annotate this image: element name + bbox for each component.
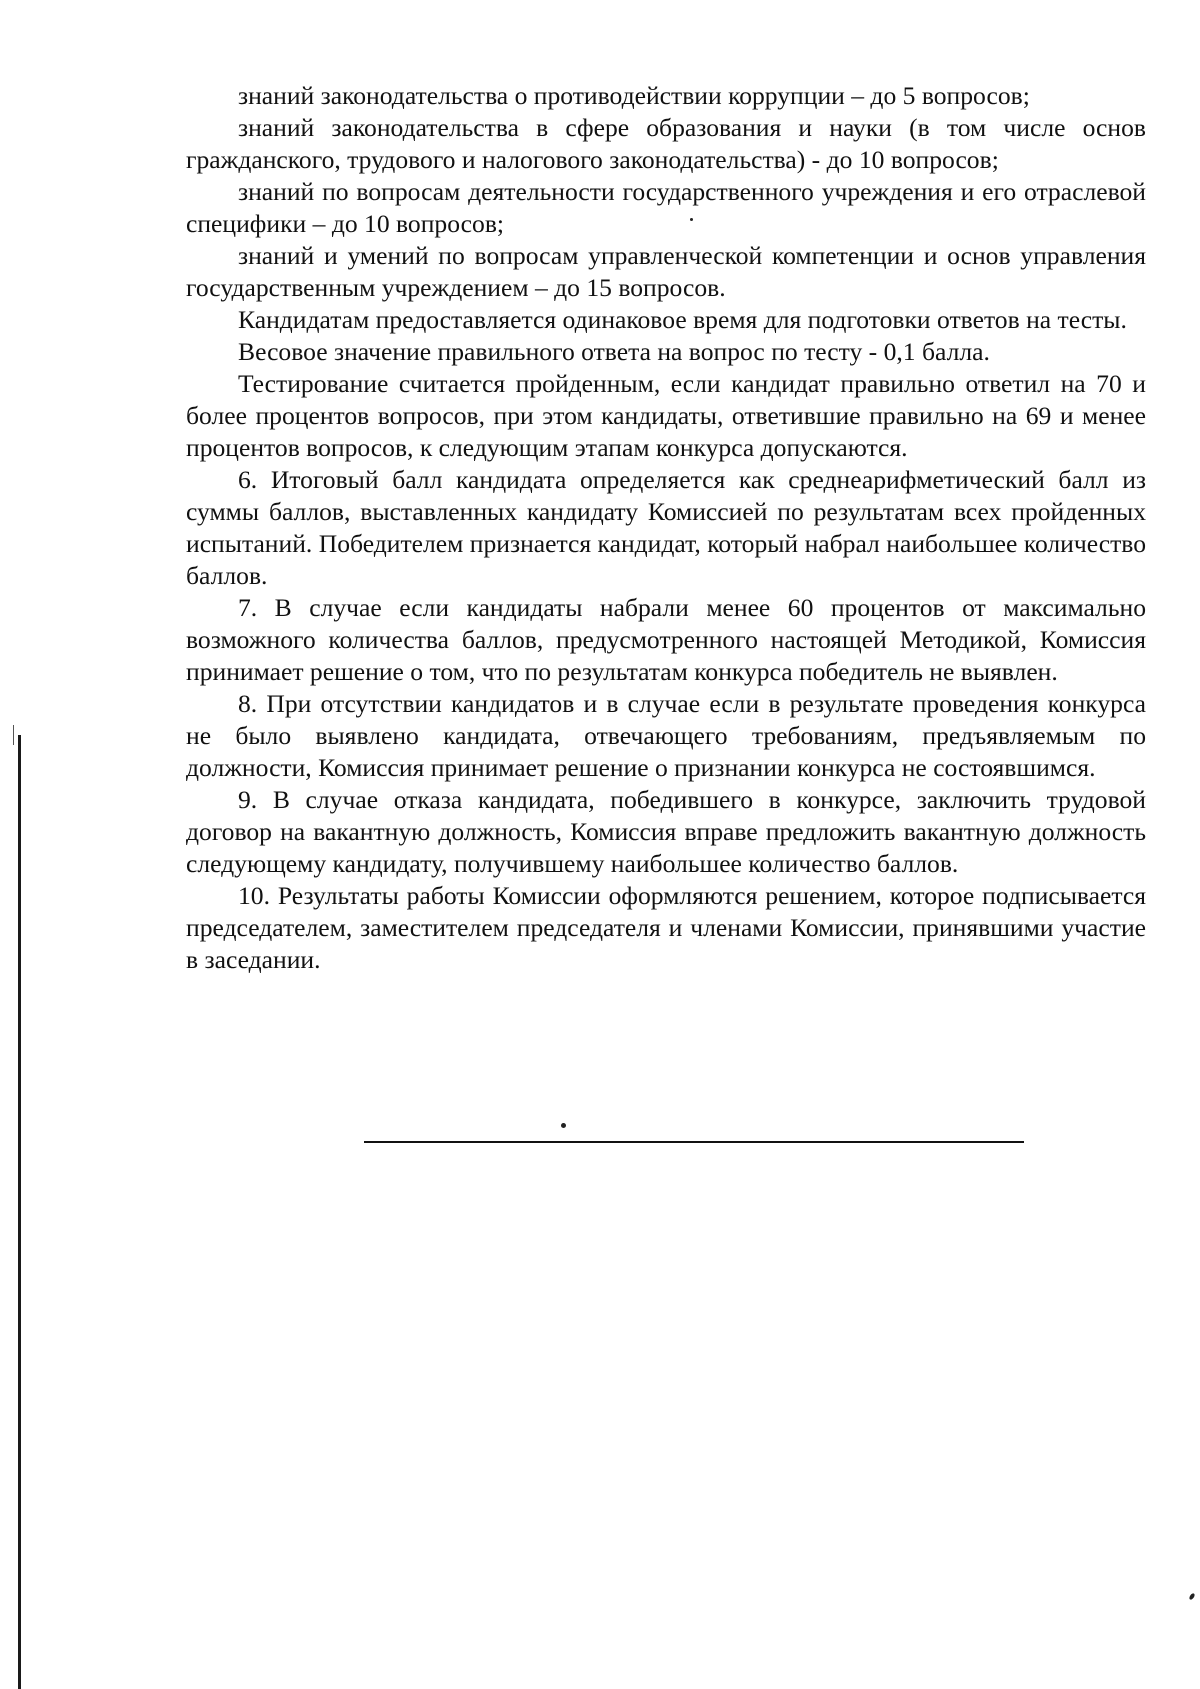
document-body bbox=[186, 80, 1146, 976]
paragraph-management-competence: знаний и умений по вопросам управленческой компетенции и основ управления государственным учреждением – до 15 вопросов. bbox=[186, 241, 1146, 302]
scan-artifact-edge-top bbox=[13, 725, 14, 745]
paragraph-anticorruption-knowledge: знаний законодательства о противодействии коррупции – до 5 вопросов; bbox=[238, 81, 1030, 110]
scan-artifact-left-edge bbox=[18, 735, 21, 1689]
paragraph-answer-weight: Весовое значение правильного ответа на вопрос по тесту - 0,1 балла. bbox=[238, 337, 990, 366]
end-separator-line bbox=[364, 1141, 1024, 1143]
scan-artifact-speck bbox=[690, 218, 693, 221]
paragraph-testing-passed: Тестирование считается пройденным, если кандидат правильно ответил на 70 и более процентов вопросов, при этом кандидаты, ответившие правильно на 69 и менее процентов вопросов, к следующим этапам конкурса допускаются. bbox=[186, 369, 1146, 462]
paragraph-item-7-no-winner: 7. В случае если кандидаты набрали менее 60 процентов от максимально возможного количества баллов, предусмотренного настоящей Методикой, Комиссия принимает решение о том, что по результатам конкурса победитель не выявлен. bbox=[186, 593, 1146, 686]
paragraph-item-9-refusal: 9. В случае отказа кандидата, победившего в конкурсе, заключить трудовой договор на вакантную должность, Комиссия вправе предложить вакантную должность следующему кандидату, получившему наибольшее количество баллов. bbox=[186, 785, 1146, 878]
paragraph-education-law-knowledge: знаний законодательства в сфере образования и науки (в том числе основ гражданского, трудового и налогового законодательства) - до 10 вопросов; bbox=[186, 113, 1146, 174]
paragraph-equal-time: Кандидатам предоставляется одинаковое время для подготовки ответов на тесты. bbox=[238, 305, 1127, 334]
paragraph-item-8-failed-contest: 8. При отсутствии кандидатов и в случае если в результате проведения конкурса не было выявлено кандидата, отвечающего требованиям, предъявляемым по должности, Комиссия принимает решение о признании конкурса не состоявшимся. bbox=[186, 689, 1146, 782]
scan-artifact-dot bbox=[561, 1123, 566, 1128]
scan-artifact-mark bbox=[1188, 1592, 1195, 1600]
paragraph-item-6-final-score: 6. Итоговый балл кандидата определяется как среднеарифметический балл из суммы баллов, выставленных кандидату Комиссией по результатам всех пройденных испытаний. Победителем признается кандидат, который набрал наибольшее количество баллов. bbox=[186, 465, 1146, 590]
paragraph-item-10-commission-results: 10. Результаты работы Комиссии оформляются решением, которое подписывается председателем, заместителем председателя и членами Комиссии, принявшими участие в заседании. bbox=[186, 881, 1146, 974]
paragraph-institution-activity-knowledge: знаний по вопросам деятельности государственного учреждения и его отраслевой специфики – до 10 вопросов; bbox=[186, 177, 1146, 238]
